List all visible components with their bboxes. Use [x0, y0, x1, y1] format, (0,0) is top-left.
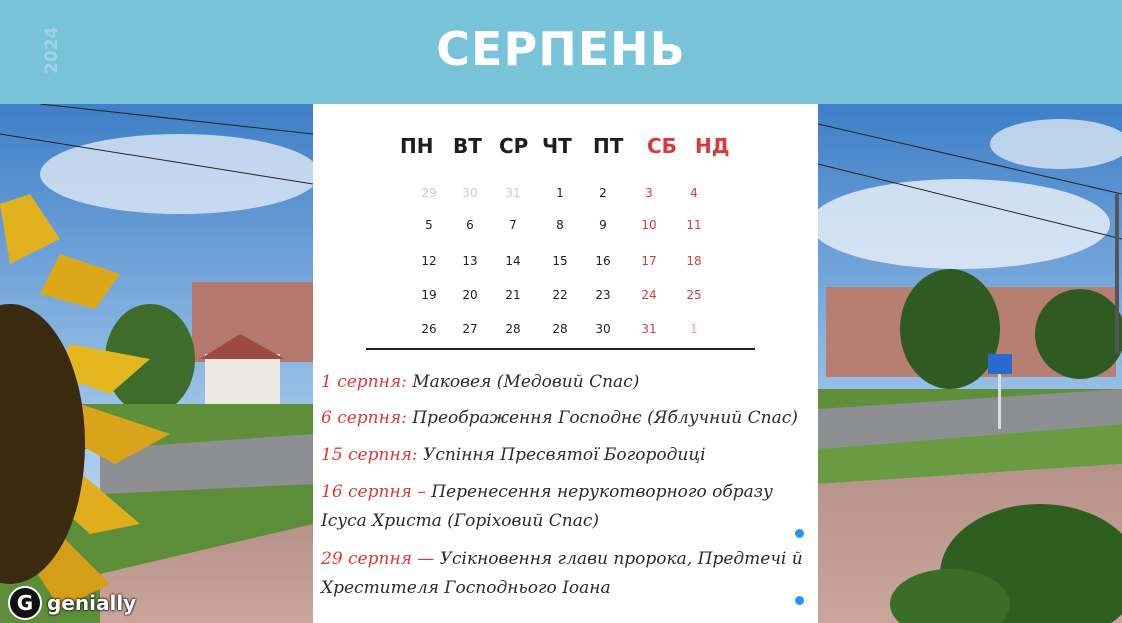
calendar-day: 13 — [462, 254, 478, 268]
event-date: 6 серпня: — [321, 408, 407, 428]
calendar-day: 2 — [599, 186, 607, 200]
event-text: Преображення Господнє (Яблучний Спас) — [406, 408, 798, 428]
divider-line — [366, 348, 755, 350]
calendar-day: 25 — [686, 288, 702, 302]
calendar-day: 23 — [595, 288, 611, 302]
weekday-mon: ПН — [400, 134, 434, 158]
event-date: 16 серпня – — [321, 482, 426, 502]
event-5 — [321, 545, 811, 603]
calendar-day: 15 — [552, 254, 568, 268]
calendar-day: 31 — [641, 322, 657, 336]
calendar-day: 10 — [641, 218, 657, 232]
calendar-day: 20 — [462, 288, 478, 302]
weekday-sun: НД — [695, 134, 730, 158]
calendar-day: 1 — [556, 186, 564, 200]
calendar-day: 11 — [686, 218, 702, 232]
logo-text: genially — [47, 591, 137, 615]
calendar-day: 28 — [552, 322, 568, 336]
calendar-day: 27 — [462, 322, 478, 336]
event-text: Усікновення глави пророка, Предтечі й Хрестителя Господнього Іоана — [321, 549, 803, 598]
calendar-day: 30 — [595, 322, 611, 336]
calendar-day: 28 — [505, 322, 521, 336]
calendar-day: 31 — [505, 186, 521, 200]
calendar-day: 12 — [421, 254, 437, 268]
event-4 — [321, 478, 811, 536]
weekday-tue: ВТ — [453, 134, 482, 158]
interactive-dot[interactable] — [795, 529, 804, 538]
calendar-day: 7 — [509, 218, 517, 232]
calendar-day: 4 — [690, 186, 698, 200]
calendar-day: 17 — [641, 254, 657, 268]
calendar-day: 3 — [645, 186, 653, 200]
month-title: СЕРПЕНЬ — [436, 22, 686, 76]
event-2 — [321, 404, 811, 433]
genially-logo-icon: G — [8, 586, 42, 620]
year-label: 2024 — [42, 26, 62, 74]
calendar-day: 26 — [421, 322, 437, 336]
calendar-day: 9 — [599, 218, 607, 232]
calendar-day: 1 — [690, 322, 698, 336]
calendar-day: 14 — [505, 254, 521, 268]
calendar-day: 6 — [466, 218, 474, 232]
calendar-card — [313, 104, 818, 623]
event-1 — [321, 368, 811, 397]
event-date: 1 серпня: — [321, 372, 407, 392]
event-3 — [321, 441, 811, 470]
event-text: Перенесення нерукотворного образу Ісуса Христа (Горіховий Спас) — [321, 482, 773, 531]
event-text: Маковея (Медовий Спас) — [406, 372, 640, 392]
event-date: 29 серпня — — [321, 549, 435, 569]
calendar-day: 18 — [686, 254, 702, 268]
event-text: Успіння Пресвятої Богородиці — [417, 445, 706, 465]
calendar-day: 16 — [595, 254, 611, 268]
event-date: 15 серпня: — [321, 445, 418, 465]
genially-logo[interactable] — [8, 585, 136, 621]
calendar-day: 21 — [505, 288, 521, 302]
calendar-day: 19 — [421, 288, 437, 302]
weekday-sat: СБ — [647, 134, 677, 158]
weekday-wed: СР — [499, 134, 529, 158]
calendar-day: 24 — [641, 288, 657, 302]
interactive-dot[interactable] — [795, 596, 804, 605]
weekday-thu: ЧТ — [542, 134, 572, 158]
calendar-day: 22 — [552, 288, 568, 302]
calendar-day: 5 — [425, 218, 433, 232]
calendar-day: 8 — [556, 218, 564, 232]
calendar-day: 30 — [462, 186, 478, 200]
calendar-day: 29 — [421, 186, 437, 200]
weekday-fri: ПТ — [593, 134, 624, 158]
header-bar — [0, 0, 1122, 104]
